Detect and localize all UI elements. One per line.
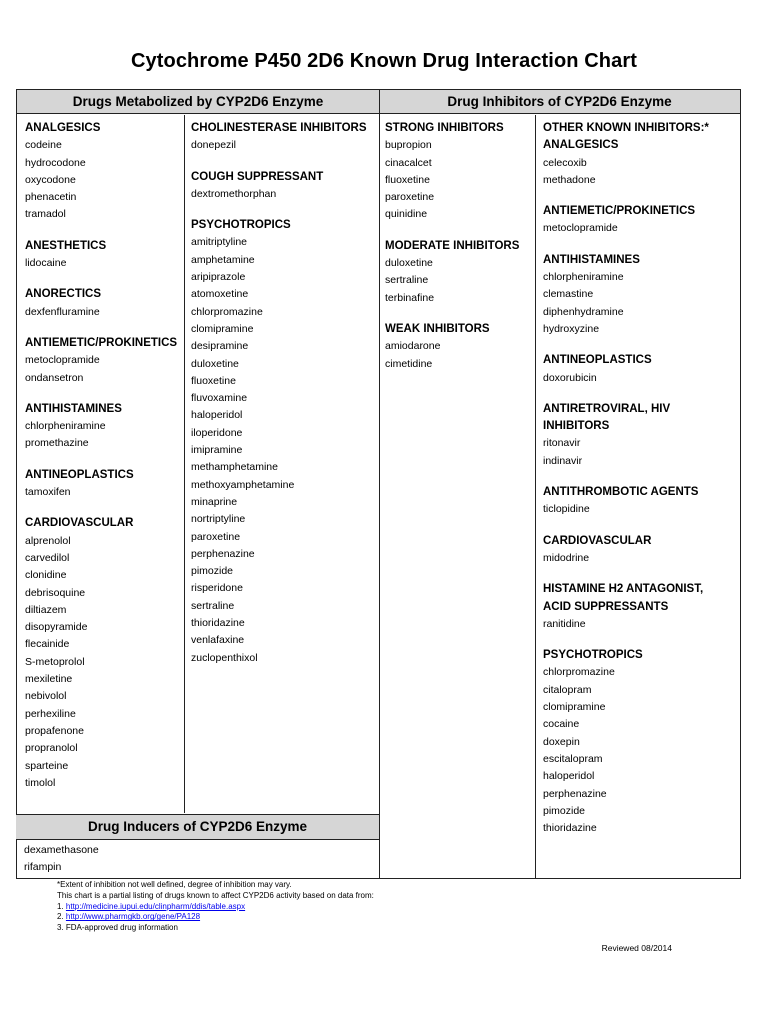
drug-item: hydrocodone [25, 156, 86, 169]
drug-class-heading: ANTIRETROVIRAL, HIV [543, 402, 671, 415]
drug-item: hydroxyzine [543, 322, 600, 335]
drug-group [25, 286, 177, 321]
footnote-partial-listing: This chart is a partial listing of drugs known to affect CYP2D6 activity based on data from: [57, 890, 374, 900]
drug-item: sertraline [191, 599, 235, 612]
drug-group [25, 401, 177, 453]
drug-item: perhexiline [25, 707, 76, 720]
drug-class-heading: COUGH SUPPRESSANT [191, 170, 324, 183]
drug-group [191, 120, 367, 155]
drug-item: amiodarone [385, 340, 441, 353]
drug-item: carvedilol [25, 551, 70, 564]
reference-3: 3. FDA-approved drug information [57, 923, 178, 933]
drug-item: paroxetine [385, 191, 435, 204]
drug-item: terbinafine [385, 291, 435, 304]
drug-item: lidocaine [25, 257, 67, 270]
drug-item: S-metoprolol [25, 655, 85, 668]
reference-1-number: 1. [57, 901, 64, 911]
drug-class-heading: ANALGESICS [25, 122, 101, 134]
drug-item: doxepin [543, 735, 580, 748]
drug-class-heading: MODERATE INHIBITORS [385, 239, 520, 252]
drug-item: donepezil [191, 139, 236, 152]
drug-class-heading: ANTIHISTAMINES [543, 253, 640, 266]
reference-2 [57, 912, 374, 923]
drug-item: cimetidine [385, 357, 433, 370]
reference-1-link[interactable]: http://medicine.iupui.edu/clinpharm/ddis/table.aspx [65, 901, 246, 911]
drug-item: doxorubicin [543, 371, 597, 384]
drug-item: propafenone [25, 724, 84, 737]
drug-group [543, 352, 709, 387]
col1-divider [184, 115, 185, 813]
drug-group [543, 252, 709, 338]
drug-item: diltiazem [25, 603, 67, 616]
drug-group [191, 217, 367, 667]
drug-group [25, 515, 177, 792]
drug-class-heading: INHIBITORS [543, 420, 610, 433]
drug-item: sertraline [385, 274, 429, 287]
metabolized-col-2 [191, 120, 367, 681]
drug-group [543, 484, 709, 519]
drug-item: chlorpheniramine [543, 271, 624, 284]
drug-class-heading: ANTIHISTAMINES [25, 402, 122, 415]
drug-item: fluvoxamine [191, 392, 248, 405]
drug-class-heading: ANORECTICS [25, 288, 102, 301]
reviewed-date: Reviewed 08/2014 [601, 943, 672, 953]
drug-item: duloxetine [191, 357, 239, 370]
drug-group [25, 120, 177, 224]
reference-2-link[interactable]: http://www.pharmgkb.org/gene/PA128 [65, 912, 201, 922]
drug-item: imipramine [191, 444, 243, 457]
drug-item: timolol [25, 776, 56, 789]
drug-item: disopyramide [25, 621, 88, 634]
drug-item: chlorpheniramine [25, 420, 106, 433]
reference-1 [57, 902, 374, 913]
drug-item: tamoxifen [25, 486, 71, 499]
drug-item: chlorpromazine [543, 666, 615, 679]
drug-item: thioridazine [191, 617, 245, 630]
drug-class-heading: ANTIEMETIC/PROKINETICS [25, 336, 178, 349]
drug-item: nortriptyline [191, 513, 246, 526]
drug-item: amitriptyline [191, 236, 248, 249]
drug-class-heading: STRONG INHIBITORS [385, 122, 504, 134]
drug-class-heading: OTHER KNOWN INHIBITORS:* [543, 122, 709, 134]
drug-item: pimozide [543, 804, 586, 817]
drug-class-heading: ANTITHROMBOTIC AGENTS [543, 486, 699, 499]
drug-group [385, 120, 519, 224]
drug-item: codeine [25, 139, 62, 152]
drug-item: cocaine [543, 718, 580, 731]
drug-item: ritonavir [543, 437, 581, 450]
drug-item: perphenazine [191, 547, 255, 560]
metabolized-header: Drugs Metabolized by CYP2D6 Enzyme [17, 90, 379, 114]
drug-item: haloperidol [543, 770, 595, 783]
drug-class-heading: ANTIEMETIC/PROKINETICS [543, 205, 696, 218]
drug-item: bupropion [385, 139, 432, 152]
drug-class-heading: PSYCHOTROPICS [191, 219, 291, 232]
drug-item: duloxetine [385, 257, 433, 270]
drug-item: haloperidol [191, 409, 243, 422]
drug-group [543, 533, 709, 568]
drug-item: methadone [543, 173, 596, 186]
drug-item: mexiletine [25, 673, 73, 686]
drug-item: oxycodone [25, 173, 76, 186]
drug-group [25, 467, 177, 502]
drug-class-heading: CARDIOVASCULAR [25, 517, 134, 530]
drug-item: fluoxetine [385, 173, 430, 186]
drug-item: minaprine [191, 495, 238, 508]
drug-item: ranitidine [543, 617, 586, 630]
drug-group [385, 321, 519, 373]
interaction-chart [16, 89, 741, 879]
drug-item: metoclopramide [543, 222, 618, 235]
drug-class-heading: ACID SUPPRESSANTS [543, 600, 669, 613]
drug-item: clomipramine [191, 322, 254, 335]
drug-item: aripiprazole [191, 271, 246, 284]
footnotes [57, 880, 374, 934]
drug-item: amphetamine [191, 253, 255, 266]
drug-item: alprenolol [25, 534, 71, 547]
drug-group [543, 401, 709, 470]
drug-item: ticlopidine [543, 503, 590, 516]
inhibitors-col-1 [385, 120, 519, 387]
drug-item: flecainide [25, 638, 70, 651]
page-title: Cytochrome P450 2D6 Known Drug Interaction Chart [130, 50, 637, 72]
drug-class-heading: HISTAMINE H2 ANTAGONIST, [543, 583, 704, 596]
drug-item: debrisoquine [25, 586, 86, 599]
drug-item: methoxyamphetamine [191, 478, 295, 491]
drug-group [543, 203, 709, 238]
drug-item: nebivolol [25, 690, 67, 703]
drug-item: dextromethorphan [191, 187, 277, 200]
drug-item: rifampin [24, 861, 62, 874]
drug-item: methamphetamine [191, 461, 278, 474]
drug-class-heading: CHOLINESTERASE INHIBITORS [191, 122, 367, 134]
drug-item: dexamethasone [24, 844, 99, 856]
drug-group [25, 335, 177, 387]
drug-item: midodrine [543, 551, 590, 564]
drug-item: quinidine [385, 208, 428, 221]
drug-item: perphenazine [543, 787, 607, 800]
drug-item: paroxetine [191, 530, 241, 543]
drug-item: risperidone [191, 582, 243, 595]
col3-divider [535, 115, 536, 878]
drug-item: iloperidone [191, 426, 243, 439]
drug-item: zuclopenthixol [191, 651, 258, 664]
drug-item: thioridazine [543, 822, 597, 835]
drug-item: indinavir [543, 454, 583, 467]
drug-class-heading: WEAK INHIBITORS [385, 322, 490, 335]
drug-item: clomipramine [543, 701, 606, 714]
drug-item: diphenhydramine [543, 305, 624, 318]
drug-item: escitalopram [543, 752, 603, 765]
drug-item: promethazine [25, 437, 89, 450]
drug-group [543, 581, 709, 633]
reference-2-number: 2. [57, 912, 64, 922]
drug-class-heading: PSYCHOTROPICS [543, 649, 643, 662]
inhibitors-header: Drug Inhibitors of CYP2D6 Enzyme [379, 90, 740, 114]
drug-item: venlafaxine [191, 634, 245, 647]
inducers-list [24, 842, 99, 877]
drug-class-heading: CARDIOVASCULAR [543, 534, 652, 547]
drug-item: pimozide [191, 565, 234, 578]
drug-item: atomoxetine [191, 288, 249, 301]
drug-item: fluoxetine [191, 374, 236, 387]
drug-item: desipramine [191, 340, 249, 353]
drug-class-heading: ANTINEOPLASTICS [25, 468, 134, 481]
drug-group [543, 120, 709, 189]
drug-item: sparteine [25, 759, 69, 772]
drug-item: phenacetin [25, 191, 77, 204]
drug-group [385, 238, 519, 307]
drug-item: ondansetron [25, 371, 84, 384]
drug-group [191, 169, 367, 204]
drug-item: clonidine [25, 569, 67, 582]
inhibitors-col-2 [543, 120, 709, 851]
drug-item: citalopram [543, 683, 592, 696]
drug-item: celecoxib [543, 156, 587, 169]
drug-item: tramadol [25, 208, 66, 221]
drug-item: propranolol [25, 742, 78, 755]
drug-item: dexfenfluramine [25, 305, 100, 318]
center-divider [379, 90, 380, 878]
drug-item: chlorpromazine [191, 305, 263, 318]
drug-group [543, 647, 709, 837]
drug-class-heading: ANALGESICS [543, 139, 619, 152]
drug-group [25, 238, 177, 273]
metabolized-col-1 [25, 120, 177, 806]
drug-class-heading: ANESTHETICS [25, 239, 107, 252]
footnote-inhibition: *Extent of inhibition not well defined, degree of inhibition may vary. [57, 880, 292, 889]
drug-class-heading: ANTINEOPLASTICS [543, 354, 652, 367]
inducers-header: Drug Inducers of CYP2D6 Enzyme [16, 814, 379, 840]
drug-item: cinacalcet [385, 156, 432, 169]
drug-item: metoclopramide [25, 354, 100, 367]
drug-item: clemastine [543, 288, 594, 301]
